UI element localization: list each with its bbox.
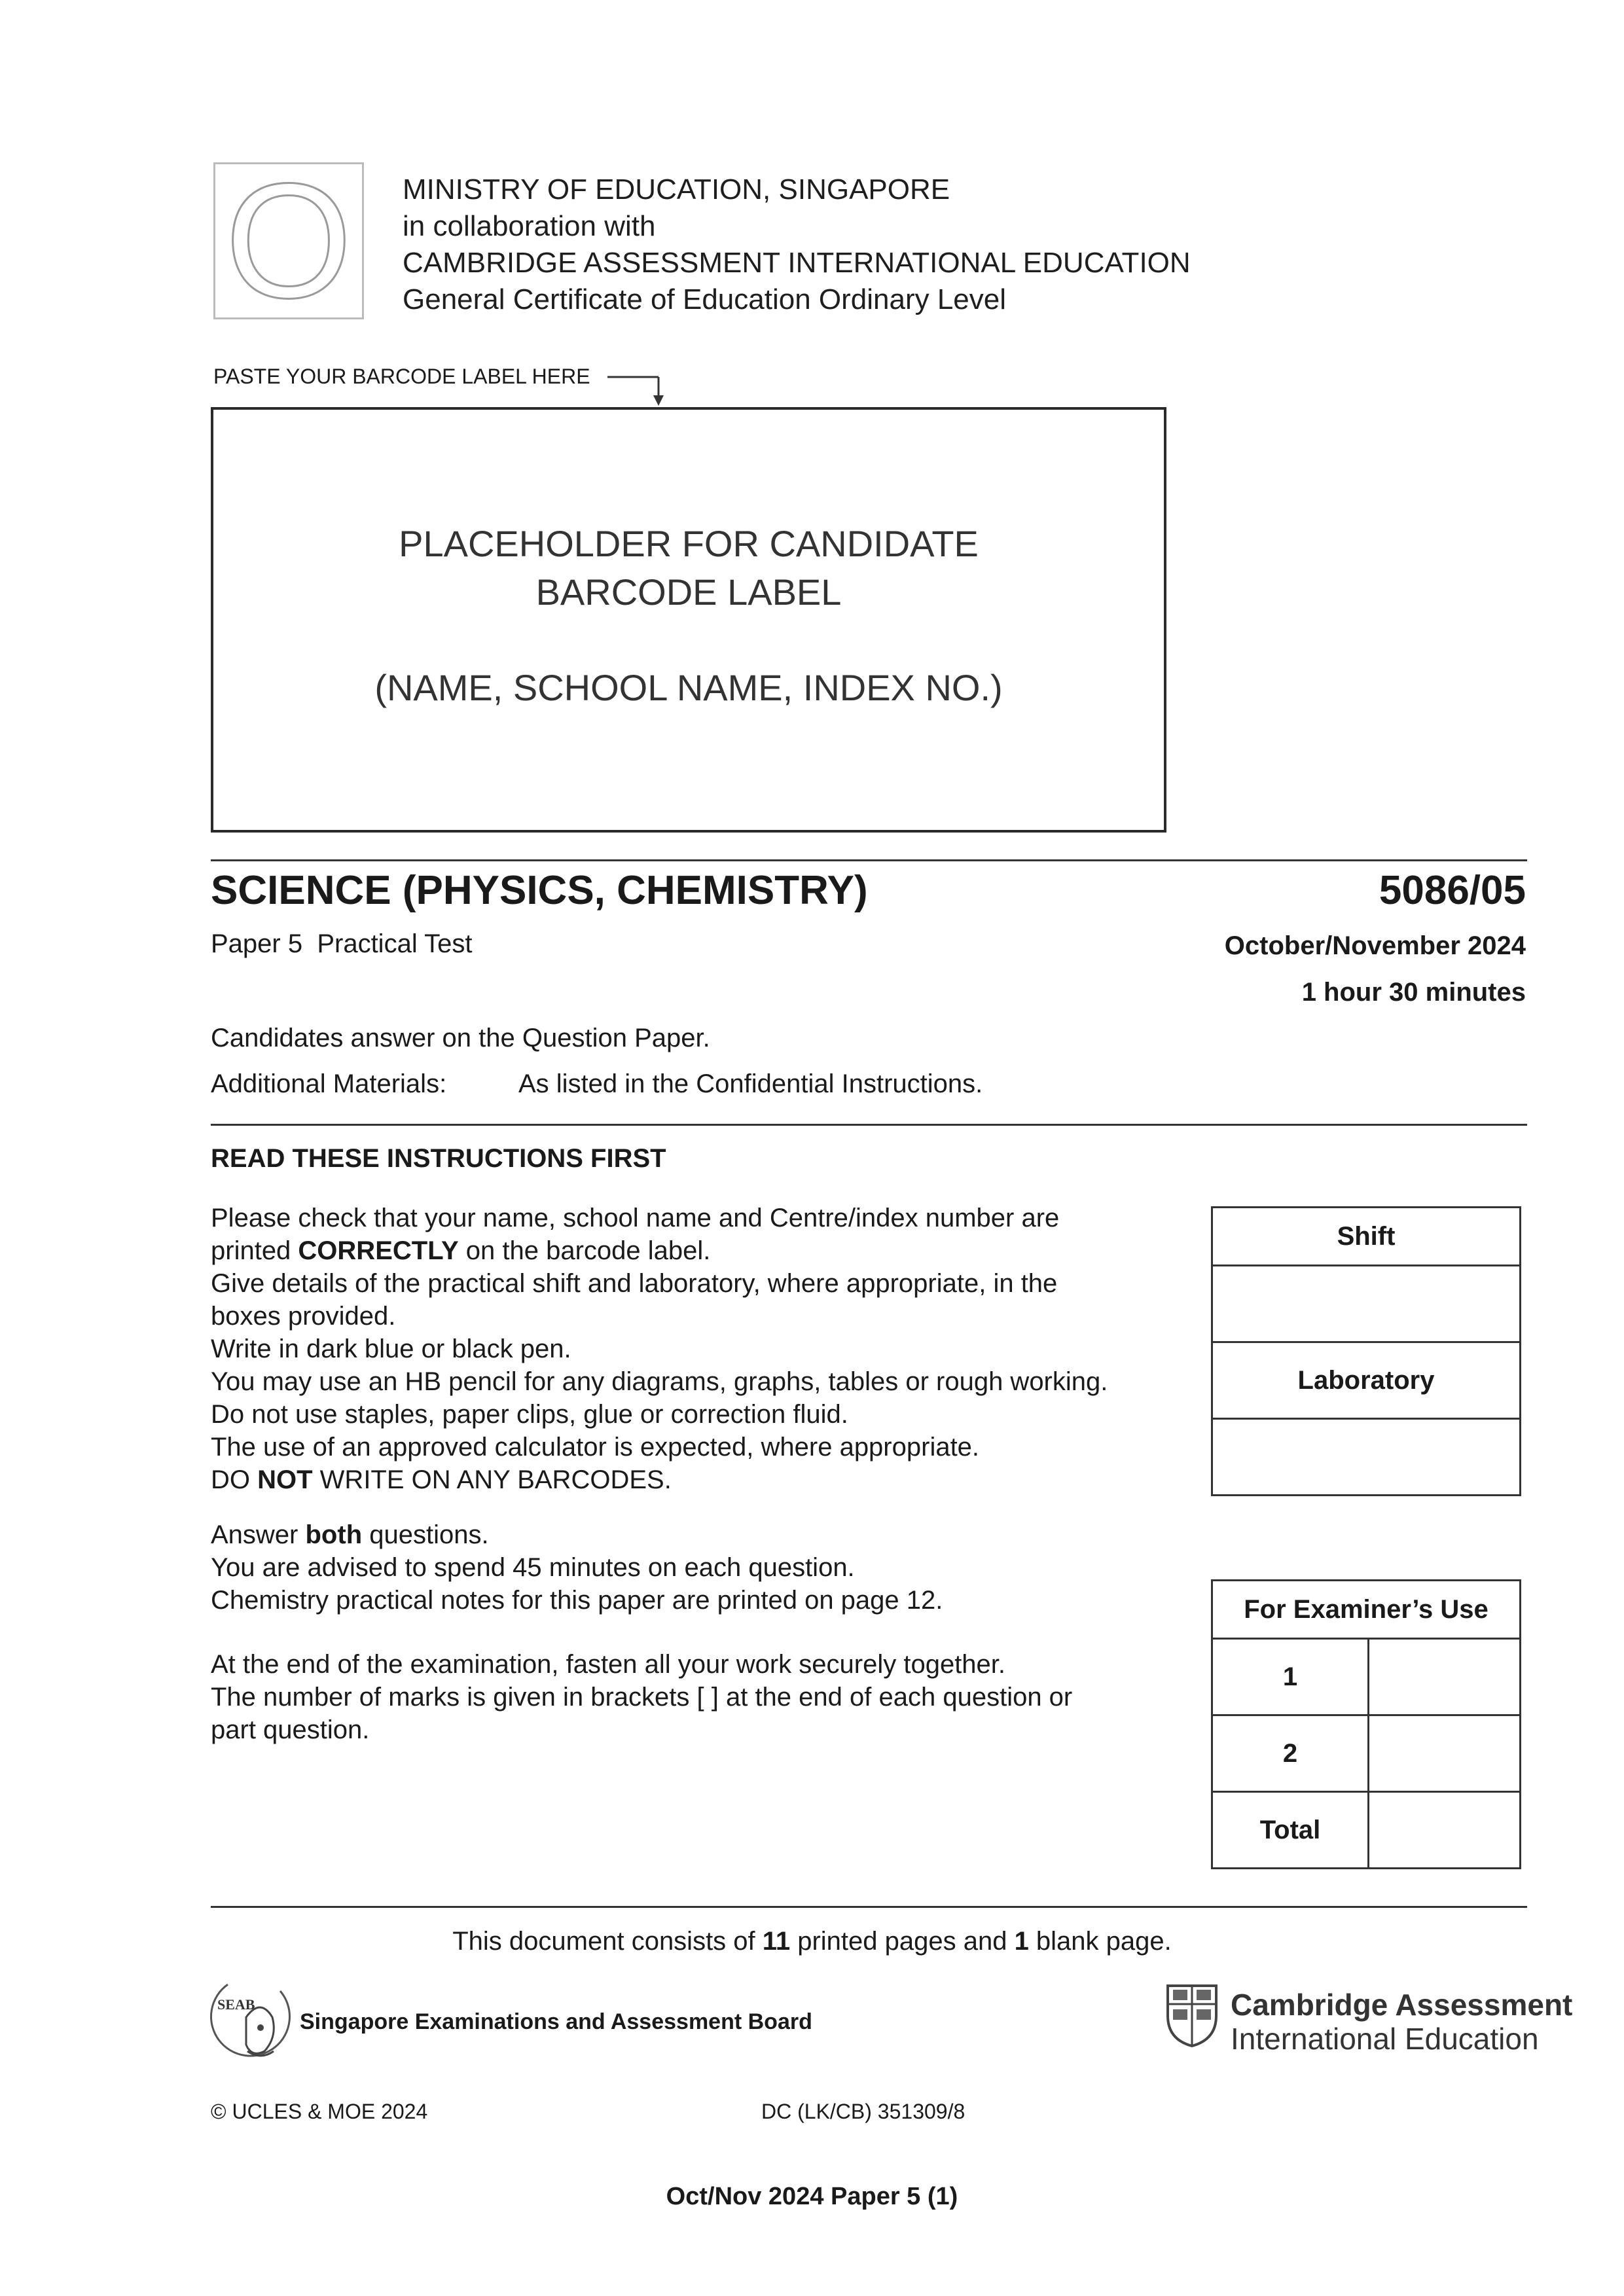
instruction-text: At the end of the examination, fasten all your work securely together. xyxy=(211,1650,1006,1679)
header-cambridge: CAMBRIDGE ASSESSMENT INTERNATIONAL EDUCATION xyxy=(403,247,1191,279)
instruction-text: You may use an HB pencil for any diagrams, graphs, tables or rough working. xyxy=(211,1367,1108,1396)
examiner-mark-field[interactable] xyxy=(1369,1715,1521,1792)
instructions-block-3 xyxy=(211,1648,1072,1746)
page-count-note xyxy=(0,1927,1624,1956)
examiner-row-label: 1 xyxy=(1212,1639,1369,1715)
instruction-bold: NOT xyxy=(257,1465,313,1494)
syllabus-code: 5086/05 xyxy=(1379,868,1526,913)
instruction-text: Write in dark blue or black pen. xyxy=(211,1335,571,1363)
header-gce: General Certificate of Education Ordinary Level xyxy=(403,283,1007,315)
shift-field[interactable] xyxy=(1212,1266,1521,1342)
instruction-line xyxy=(211,1431,1108,1463)
instruction-bold: CORRECTLY xyxy=(298,1236,459,1265)
instruction-text: You are advised to spend 45 minutes on each question. xyxy=(211,1553,855,1582)
instruction-text: Answer xyxy=(211,1520,306,1549)
instruction-line xyxy=(211,1300,1108,1333)
instruction-bold: both xyxy=(305,1520,363,1549)
instruction-line xyxy=(211,1267,1108,1300)
divider-mid xyxy=(211,1124,1527,1126)
instruction-text: Chemistry practical notes for this paper are printed on page 12. xyxy=(211,1586,943,1615)
divider-top xyxy=(211,859,1527,861)
o-level-logo-letter: O xyxy=(225,149,353,332)
instruction-text: Do not use staples, paper clips, glue or correction fluid. xyxy=(211,1400,848,1429)
page-count-text: This document consists of xyxy=(452,1927,763,1956)
divider-bottom xyxy=(211,1906,1527,1908)
instruction-text: boxes provided. xyxy=(211,1302,396,1331)
examiner-use-title: For Examiner’s Use xyxy=(1212,1581,1521,1639)
exam-session: October/November 2024 xyxy=(1224,931,1526,960)
examiner-mark-field[interactable] xyxy=(1369,1639,1521,1715)
instruction-line xyxy=(211,1681,1072,1713)
instruction-line xyxy=(211,1365,1108,1398)
shift-lab-table xyxy=(1211,1206,1521,1496)
page-count-number: 11 xyxy=(762,1927,791,1956)
cambridge-name-line1: Cambridge Assessment xyxy=(1231,1988,1573,2022)
additional-materials-value: As listed in the Confidential Instructions. xyxy=(518,1069,983,1098)
o-level-logo xyxy=(213,149,364,332)
header-ministry: MINISTRY OF EDUCATION, SINGAPORE xyxy=(403,173,950,206)
instruction-text: The number of marks is given in brackets [ ] at the end of each question or xyxy=(211,1683,1073,1712)
seab-logo-icon xyxy=(208,1965,295,2076)
instructions-heading: READ THESE INSTRUCTIONS FIRST xyxy=(211,1144,666,1173)
seab-name: Singapore Examinations and Assessment Board xyxy=(300,2009,812,2034)
instruction-line xyxy=(211,1398,1108,1431)
instruction-line xyxy=(211,1333,1108,1365)
page-count-text: printed pages and xyxy=(790,1927,1015,1956)
arrow-down-icon xyxy=(607,369,673,408)
svg-text:SEAB: SEAB xyxy=(217,1996,255,2013)
exam-duration: 1 hour 30 minutes xyxy=(1301,978,1526,1007)
instruction-text: DO xyxy=(211,1465,258,1494)
instruction-line xyxy=(211,1234,1108,1267)
examiner-use-table xyxy=(1211,1579,1521,1869)
instruction-line xyxy=(211,1584,943,1617)
cambridge-name-line2: International Education xyxy=(1231,2022,1539,2056)
examiner-row-label: 2 xyxy=(1212,1715,1369,1792)
instruction-text: The use of an approved calculator is expected, where appropriate. xyxy=(211,1433,980,1462)
paste-barcode-label: PASTE YOUR BARCODE LABEL HERE xyxy=(213,365,590,388)
blank-count-number: 1 xyxy=(1014,1927,1029,1956)
instruction-text: questions. xyxy=(362,1520,489,1549)
instruction-text: part question. xyxy=(211,1715,370,1744)
barcode-placeholder-line1: PLACEHOLDER FOR CANDIDATE xyxy=(399,523,979,564)
barcode-placeholder-box xyxy=(211,407,1166,833)
shift-label: Shift xyxy=(1212,1208,1521,1266)
instruction-text: Please check that your name, school name and Centre/index number are xyxy=(211,1204,1060,1232)
page-tag: Oct/Nov 2024 Paper 5 (1) xyxy=(666,2183,958,2210)
document-code: DC (LK/CB) 351309/8 xyxy=(761,2100,965,2123)
paper-title: Paper 5 Practical Test xyxy=(211,929,473,958)
instructions-block-1 xyxy=(211,1202,1108,1496)
instruction-text: WRITE ON ANY BARCODES. xyxy=(312,1465,672,1494)
barcode-placeholder-line2: BARCODE LABEL xyxy=(535,571,842,613)
subject-title: SCIENCE (PHYSICS, CHEMISTRY) xyxy=(211,868,868,913)
instruction-line xyxy=(211,1202,1108,1234)
instruction-line xyxy=(211,1648,1072,1681)
page-count-text: blank page. xyxy=(1028,1927,1172,1956)
instruction-line xyxy=(211,1463,1108,1496)
candidates-note: Candidates answer on the Question Paper. xyxy=(211,1024,710,1052)
instruction-line xyxy=(211,1551,943,1584)
examiner-row-label: Total xyxy=(1212,1792,1369,1869)
examiner-mark-field[interactable] xyxy=(1369,1792,1521,1869)
cambridge-crest-icon xyxy=(1164,1983,1220,2049)
barcode-placeholder-line3: (NAME, SCHOOL NAME, INDEX NO.) xyxy=(374,667,1003,708)
copyright: © UCLES & MOE 2024 xyxy=(211,2100,428,2123)
instruction-line xyxy=(211,1713,1072,1746)
instructions-block-2 xyxy=(211,1518,943,1617)
additional-materials-label: Additional Materials: xyxy=(211,1069,447,1098)
laboratory-label: Laboratory xyxy=(1212,1342,1521,1419)
header-collab: in collaboration with xyxy=(403,210,656,242)
instruction-text: on the barcode label. xyxy=(458,1236,711,1265)
instruction-line xyxy=(211,1518,943,1551)
laboratory-field[interactable] xyxy=(1212,1419,1521,1496)
instruction-text: printed xyxy=(211,1236,298,1265)
instruction-text: Give details of the practical shift and laboratory, where appropriate, in the xyxy=(211,1269,1058,1298)
